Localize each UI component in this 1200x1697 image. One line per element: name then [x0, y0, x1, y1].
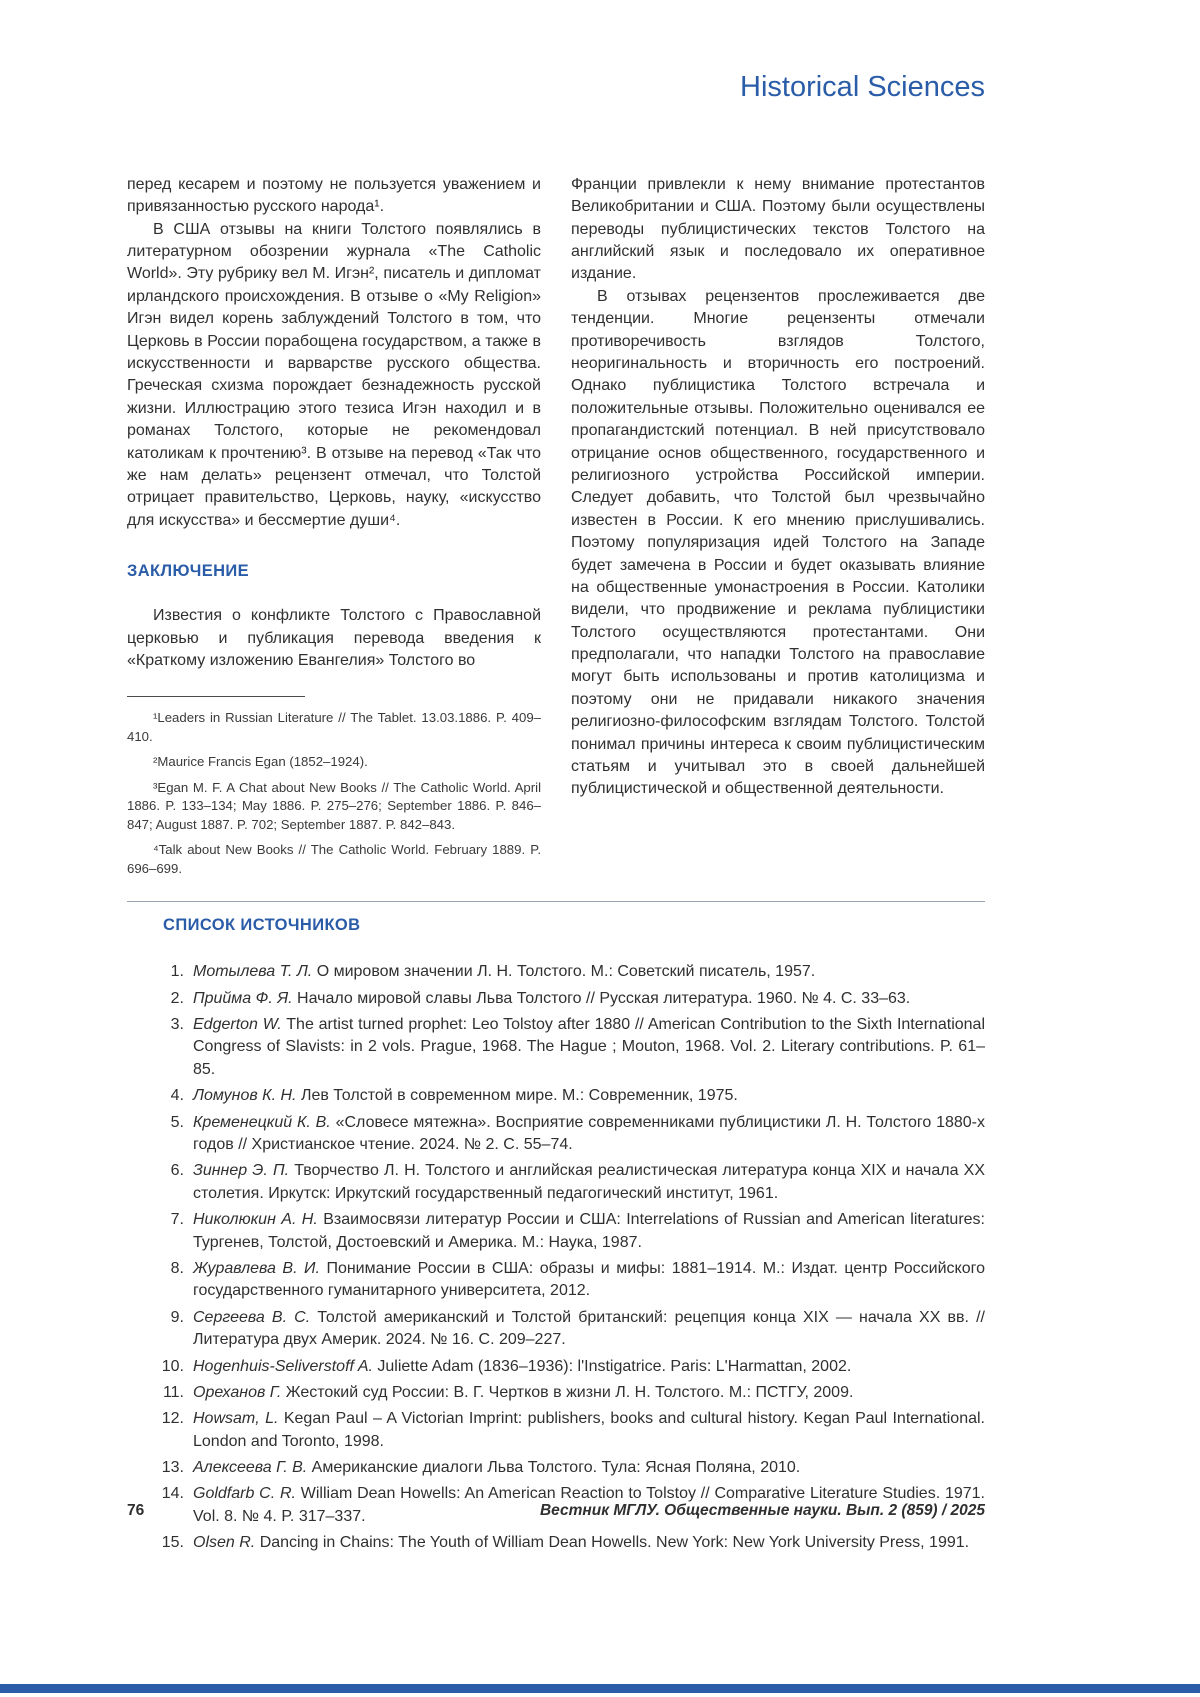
body-paragraph: В США отзывы на книги Толстого появлялись в литературном обозрении журнала «The Catholic World». Эту рубрику вел М. Игэн², писатель и дипломат ирландского происхождения. В отзыве о «My Religion» Игэн видел корень заблуждений Толстого в том, что Церковь в России порабощена государством, а также в искусственности и варварстве русского общества. Греческая схизма порождает безнадежность русской жизни. Иллюстрацию этого тезиса Игэн находил и в романах Толстого, которые не рекомендовал католикам к прочтению³. В отзыве на перевод «Так что же нам делать» рецензент отмечал, что Толстой отрицает правительство, Церковь, науку, «искусство для искусства» и бессмертие души⁴.: [127, 220, 541, 529]
reference-text: The artist turned prophet: Leo Tolstoy after 1880 // American Contribution to the Sixth International Congress of Slavists: in 2 vols. Prague, 1968. The Hague ; Mouton, 1968. Vol. 2. Literary contributions. P. 61–85.: [193, 1016, 986, 1078]
reference-text: Творчество Л. Н. Толстого и английская реалистическая литература конца XIX и начала XX столетия. Иркутск: Иркутский государственный педагогический институт, 1961.: [193, 1162, 986, 1202]
reference-item: [154, 1356, 985, 1378]
reference-author: Edgerton W.: [193, 1016, 282, 1034]
reference-number: 2.: [170, 989, 184, 1007]
reference-body: [193, 961, 985, 983]
reference-item: [154, 1532, 985, 1554]
bottom-accent-bar: [0, 1684, 1200, 1693]
reference-text: Американские диалоги Льва Толстого. Тула: Ясная Поляна, 2010.: [311, 1459, 801, 1477]
reference-number: 12.: [161, 1410, 184, 1428]
body-paragraph: Известия о конфликте Толстого с Православной церковью и публикация перевода введения к «Краткому изложению Евангелия» Толстого во: [127, 607, 541, 670]
reference-text: О мировом значении Л. Н. Толстого. М.: Советский писатель, 1957.: [316, 963, 816, 981]
reference-body: [193, 1356, 985, 1378]
reference-number: 4.: [170, 1087, 184, 1105]
footnote: ²Maurice Francis Egan (1852–1924).: [153, 754, 368, 770]
reference-text: Kegan Paul – A Victorian Imprint: publishers, books and cultural history. Kegan Paul International. London and Toronto, 1998.: [193, 1410, 985, 1450]
reference-author: Кременецкий К. В.: [193, 1113, 331, 1131]
reference-number: 7.: [170, 1211, 184, 1229]
reference-author: Прийма Ф. Я.: [193, 989, 293, 1007]
footnotes-block: [127, 696, 541, 878]
reference-item: [154, 1382, 985, 1404]
reference-item: [154, 1160, 985, 1205]
reference-author: Hogenhuis-Seliverstoff A.: [193, 1357, 373, 1375]
reference-number: 14.: [161, 1485, 184, 1503]
reference-item: [154, 961, 985, 983]
reference-text: «Словесе мятежна». Восприятие современниками публицистики Л. Н. Толстого 1880-х годов // Христианское чтение. 2024. № 2. С. 55–74.: [193, 1113, 986, 1154]
reference-item: [154, 1408, 985, 1453]
reference-body: [193, 1112, 985, 1157]
reference-author: Зиннер Э. П.: [193, 1162, 290, 1180]
body-paragraph: перед кесарем и поэтому не пользуется уважением и привязанностью русского народа¹.: [127, 175, 541, 216]
reference-number: 5.: [170, 1113, 184, 1131]
reference-author: Журавлева В. И.: [193, 1259, 320, 1277]
reference-author: Ломунов К. Н.: [193, 1087, 297, 1105]
conclusion-heading: ЗАКЛЮЧЕНИЕ: [127, 562, 250, 581]
page-number: 76: [127, 1502, 145, 1519]
references-list: [154, 961, 985, 1554]
reference-number: 6.: [170, 1162, 184, 1180]
reference-number: 15.: [161, 1534, 184, 1552]
column-right: [571, 174, 985, 801]
reference-text: Начало мировой славы Льва Толстого // Русская литература. 1960. № 4. С. 33–63.: [297, 989, 911, 1007]
reference-text: Жестокий суд России: В. Г. Чертков в жизни Л. Н. Толстого. М.: ПСТГУ, 2009.: [285, 1383, 854, 1401]
reference-author: Goldfarb C. R.: [193, 1485, 296, 1503]
reference-body: [193, 1085, 985, 1107]
reference-author: Ореханов Г.: [193, 1383, 282, 1401]
reference-number: 10.: [161, 1357, 184, 1375]
reference-author: Алексеева Г. В.: [193, 1459, 308, 1477]
reference-body: [193, 1408, 985, 1453]
reference-text: Dancing in Chains: The Youth of William Dean Howells. New York: New York University Press, 1991.: [259, 1534, 970, 1552]
page-footer: [127, 1502, 985, 1520]
footnote: ⁴Talk about New Books // The Catholic World. February 1889. P. 696–699.: [127, 842, 541, 876]
reference-item: [154, 1014, 985, 1081]
reference-item: [154, 1258, 985, 1303]
reference-number: 3.: [170, 1016, 184, 1034]
body-paragraph: В отзывах рецензентов прослеживается две тенденции. Многие рецензенты отмечали противоречивость взглядов Толстого, неоригинальность и вторичность его построений. Однако публицистика Толстого встречала и положительные отзывы. Положительно оценивался ее пропагандистский потенциал. В ней присутствовало отрицание основ общественного, государственного и религиозного устройства Российской империи. Следует добавить, что Толстой был чрезвычайно известен в России. К его мнению прислушивались. Поэтому популяризация идей Толстого на Западе будет замечена в России и будет оказывать влияние на общественные умонастроения в России. Католики видели, что продвижение и реклама публицистики Толстого осуществляются протестантами. Они предполагали, что нападки Толстого на православие могут быть использованы и против католицизма и поэтому они не придавали никакого значения религиозно-философским взглядам Толстого. Толстой понимал причины интереса к своим публицистическим статьям и учитывал это в своей дальнейшей публицистической и общественной деятельности.: [571, 287, 985, 798]
reference-body: [193, 1532, 985, 1554]
footnote-separator: [127, 696, 305, 697]
reference-text: Толстой американский и Толстой британский: рецепция конца XIX — начала XX вв. // Литература двух Америк. 2024. № 16. С. 209–227.: [193, 1308, 986, 1349]
reference-author: Olsen R.: [193, 1534, 256, 1552]
footnote: ¹Leaders in Russian Literature // The Tablet. 13.03.1886. P. 409–410.: [127, 710, 541, 744]
body-paragraph: Франции привлекли к нему внимание протестантов Великобритании и США. Поэтому были осуществлены переводы публицистических текстов Толстого на английский язык и последовало их оперативное издание.: [571, 175, 985, 283]
reference-number: 1.: [170, 963, 184, 981]
reference-number: 8.: [170, 1259, 184, 1277]
reference-number: 13.: [161, 1459, 184, 1477]
journal-title-footer: Вестник МГЛУ. Общественные науки. Вып. 2 (859) / 2025: [539, 1502, 985, 1519]
reference-author: Сергеева В. С.: [193, 1308, 311, 1326]
reference-author: Николюкин А. Н.: [193, 1211, 318, 1229]
reference-author: Мотылева Т. Л.: [193, 963, 313, 981]
reference-body: [193, 1457, 985, 1479]
reference-item: [154, 1085, 985, 1107]
reference-body: [193, 988, 985, 1010]
reference-item: [154, 1457, 985, 1479]
reference-body: [193, 1014, 985, 1081]
reference-text: Лев Толстой в современном мире. М.: Современник, 1975.: [300, 1087, 738, 1105]
reference-author: Howsam, L.: [193, 1410, 279, 1428]
reference-number: 11.: [162, 1383, 184, 1401]
sources-heading: СПИСОК ИСТОЧНИКОВ: [163, 916, 361, 935]
reference-text: Juliette Adam (1836–1936): l'Instigatrice. Paris: L'Harmattan, 2002.: [377, 1357, 852, 1375]
section-header: Historical Sciences: [740, 71, 985, 103]
reference-number: 9.: [170, 1308, 184, 1326]
sources-separator: [127, 901, 985, 902]
reference-item: [154, 1209, 985, 1254]
reference-body: [193, 1209, 985, 1254]
reference-item: [154, 988, 985, 1010]
footnote: ³Egan M. F. A Chat about New Books // The Catholic World. April 1886. P. 133–134; May 1886. P. 275–276; September 1886. P. 846–847; August 1887. P. 702; September 1887. P. 842–843.: [127, 779, 541, 832]
reference-body: [193, 1258, 985, 1303]
reference-body: [193, 1382, 985, 1404]
reference-item: [154, 1112, 985, 1157]
column-left: [127, 174, 541, 885]
reference-text: Понимание России в США: образы и мифы: 1881–1914. М.: Издат. центр Российского государственного гуманитарного университета, 2012.: [193, 1259, 985, 1300]
reference-body: [193, 1160, 985, 1205]
article-columns: [127, 174, 985, 885]
reference-text: William Dean Howells: An American Reaction to Tolstoy // Comparative Literature Studies. 1971. Vol. 8. № 4. P. 317–337.: [193, 1485, 985, 1525]
reference-text: Взаимосвязи литератур России и США: Interrelations of Russian and American literatures: Тургенев, Толстой, Достоевский и Америка. М.: Наука, 1987.: [193, 1211, 985, 1251]
reference-item: [154, 1307, 985, 1352]
reference-body: [193, 1307, 985, 1352]
